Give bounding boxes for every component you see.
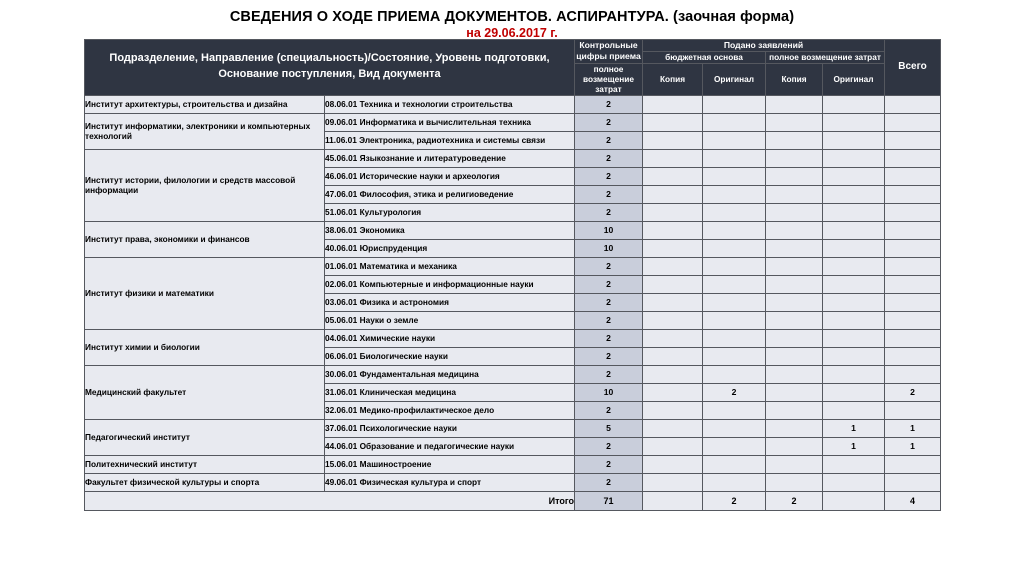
table-footer <box>85 491 941 510</box>
row-total <box>885 221 941 239</box>
row-budget-copy <box>643 473 703 491</box>
row-total <box>885 185 941 203</box>
row-unit: Факультет физической культуры и спорта <box>85 473 325 491</box>
row-paid-copy <box>766 455 823 473</box>
header-budget-original: Оригинал <box>703 63 766 95</box>
row-budget-original <box>703 131 766 149</box>
header-group-paid: полное возмещение затрат <box>766 52 885 63</box>
row-budget-original <box>703 401 766 419</box>
row-control-figures: 10 <box>575 221 643 239</box>
row-program: 03.06.01 Физика и астрономия <box>325 293 575 311</box>
row-budget-original <box>703 149 766 167</box>
row-unit: Институт информатики, электроники и компьютерных технологий <box>85 113 325 149</box>
row-paid-original <box>823 257 885 275</box>
page-title: СВЕДЕНИЯ О ХОДЕ ПРИЕМА ДОКУМЕНТОВ. АСПИРАНТУРА. (заочная форма) <box>229 9 795 25</box>
row-paid-copy <box>766 365 823 383</box>
table-row <box>85 221 941 239</box>
row-paid-original <box>823 401 885 419</box>
row-budget-copy <box>643 275 703 293</box>
row-unit: Институт химии и биологии <box>85 329 325 365</box>
row-total <box>885 473 941 491</box>
row-budget-original <box>703 347 766 365</box>
row-control-figures: 2 <box>575 329 643 347</box>
row-paid-original <box>823 221 885 239</box>
row-control-figures: 2 <box>575 167 643 185</box>
report-date: на 29.06.2017 г. <box>466 26 558 40</box>
row-total <box>885 95 941 113</box>
row-budget-original <box>703 293 766 311</box>
row-control-figures: 2 <box>575 275 643 293</box>
row-program: 32.06.01 Медико-профилактическое дело <box>325 401 575 419</box>
row-control-figures: 2 <box>575 401 643 419</box>
row-control-figures: 2 <box>575 185 643 203</box>
row-budget-copy <box>643 149 703 167</box>
row-unit: Институт физики и математики <box>85 257 325 329</box>
row-program: 08.06.01 Техника и технологии строительства <box>325 95 575 113</box>
header-control-sub: полное возмещение затрат <box>575 63 643 95</box>
row-program: 11.06.01 Электроника, радиотехника и системы связи <box>325 131 575 149</box>
row-control-figures: 2 <box>575 131 643 149</box>
total-label: Итого <box>85 491 575 510</box>
row-paid-original <box>823 185 885 203</box>
row-control-figures: 2 <box>575 455 643 473</box>
row-budget-copy <box>643 455 703 473</box>
row-budget-copy <box>643 185 703 203</box>
row-budget-original <box>703 275 766 293</box>
row-paid-copy <box>766 293 823 311</box>
row-paid-original <box>823 149 885 167</box>
row-budget-copy <box>643 293 703 311</box>
row-program: 31.06.01 Клиническая медицина <box>325 383 575 401</box>
total-sum: 4 <box>885 491 941 510</box>
row-program: 04.06.01 Химические науки <box>325 329 575 347</box>
row-control-figures: 5 <box>575 419 643 437</box>
table-row <box>85 473 941 491</box>
row-budget-copy <box>643 437 703 455</box>
row-paid-copy <box>766 257 823 275</box>
row-total <box>885 149 941 167</box>
row-program: 51.06.01 Культурология <box>325 203 575 221</box>
row-program: 05.06.01 Науки о земле <box>325 311 575 329</box>
row-total: 1 <box>885 437 941 455</box>
row-control-figures: 10 <box>575 239 643 257</box>
header-total: Всего <box>885 40 941 96</box>
row-budget-copy <box>643 221 703 239</box>
row-paid-copy <box>766 437 823 455</box>
row-control-figures: 2 <box>575 149 643 167</box>
table-row <box>85 455 941 473</box>
row-total <box>885 275 941 293</box>
row-budget-original <box>703 329 766 347</box>
row-budget-original <box>703 437 766 455</box>
row-paid-copy <box>766 113 823 131</box>
row-paid-original: 1 <box>823 419 885 437</box>
row-budget-copy <box>643 113 703 131</box>
row-budget-original <box>703 203 766 221</box>
row-program: 38.06.01 Экономика <box>325 221 575 239</box>
row-control-figures: 2 <box>575 311 643 329</box>
row-paid-copy <box>766 347 823 365</box>
table-body <box>85 95 941 491</box>
row-paid-original <box>823 293 885 311</box>
table-row <box>85 113 941 131</box>
row-program: 02.06.01 Компьютерные и информационные науки <box>325 275 575 293</box>
row-paid-copy <box>766 473 823 491</box>
row-unit: Педагогический институт <box>85 419 325 455</box>
header-group-budget: бюджетная основа <box>643 52 766 63</box>
table-row <box>85 419 941 437</box>
total-budget-copy <box>643 491 703 510</box>
row-total <box>885 311 941 329</box>
row-budget-copy <box>643 365 703 383</box>
row-paid-copy <box>766 383 823 401</box>
row-budget-copy <box>643 239 703 257</box>
row-total <box>885 167 941 185</box>
row-paid-original <box>823 131 885 149</box>
row-paid-copy <box>766 131 823 149</box>
row-total <box>885 113 941 131</box>
report-table-wrap <box>84 39 940 511</box>
row-paid-copy <box>766 419 823 437</box>
row-paid-original <box>823 455 885 473</box>
row-paid-original <box>823 95 885 113</box>
total-paid-original <box>823 491 885 510</box>
row-total <box>885 401 941 419</box>
row-paid-original <box>823 203 885 221</box>
row-program: 09.06.01 Информатика и вычислительная техника <box>325 113 575 131</box>
row-budget-copy <box>643 329 703 347</box>
row-paid-copy <box>766 311 823 329</box>
row-paid-copy <box>766 221 823 239</box>
row-paid-original <box>823 329 885 347</box>
row-budget-original <box>703 113 766 131</box>
row-paid-copy <box>766 329 823 347</box>
row-program: 37.06.01 Психологические науки <box>325 419 575 437</box>
total-budget-original: 2 <box>703 491 766 510</box>
row-paid-original <box>823 113 885 131</box>
table-row <box>85 95 941 113</box>
row-budget-original <box>703 95 766 113</box>
row-total <box>885 293 941 311</box>
row-control-figures: 2 <box>575 473 643 491</box>
row-budget-original <box>703 455 766 473</box>
row-total <box>885 329 941 347</box>
row-program: 47.06.01 Философия, этика и религиоведение <box>325 185 575 203</box>
row-control-figures: 2 <box>575 113 643 131</box>
row-total <box>885 203 941 221</box>
row-paid-copy <box>766 149 823 167</box>
row-control-figures: 2 <box>575 95 643 113</box>
row-budget-original <box>703 473 766 491</box>
row-budget-copy <box>643 257 703 275</box>
table-row <box>85 365 941 383</box>
row-total: 1 <box>885 419 941 437</box>
row-paid-original <box>823 473 885 491</box>
row-paid-original <box>823 383 885 401</box>
row-control-figures: 2 <box>575 257 643 275</box>
row-program: 30.06.01 Фундаментальная медицина <box>325 365 575 383</box>
header-control-figures: Контрольные цифры приема <box>576 40 641 62</box>
row-budget-copy <box>643 203 703 221</box>
row-program: 44.06.01 Образование и педагогические науки <box>325 437 575 455</box>
row-paid-original <box>823 275 885 293</box>
row-budget-copy <box>643 419 703 437</box>
row-paid-original <box>823 239 885 257</box>
row-unit: Институт истории, филологии и средств массовой информации <box>85 149 325 221</box>
total-control: 71 <box>575 491 643 510</box>
row-unit: Институт архитектуры, строительства и дизайна <box>85 95 325 113</box>
header-paid-original: Оригинал <box>823 63 885 95</box>
row-budget-copy <box>643 401 703 419</box>
row-total: 2 <box>885 383 941 401</box>
total-paid-copy: 2 <box>766 491 823 510</box>
row-unit: Медицинский факультет <box>85 365 325 419</box>
row-budget-original <box>703 167 766 185</box>
row-paid-copy <box>766 185 823 203</box>
header-paid-copy: Копия <box>766 63 823 95</box>
row-total <box>885 239 941 257</box>
row-program: 49.06.01 Физическая культура и спорт <box>325 473 575 491</box>
row-control-figures: 2 <box>575 347 643 365</box>
row-program: 15.06.01 Машиностроение <box>325 455 575 473</box>
row-budget-copy <box>643 311 703 329</box>
row-control-figures: 2 <box>575 293 643 311</box>
header-applications: Подано заявлений <box>643 40 885 52</box>
row-control-figures: 2 <box>575 437 643 455</box>
row-total <box>885 131 941 149</box>
row-total <box>885 347 941 365</box>
row-budget-original <box>703 221 766 239</box>
row-program: 01.06.01 Математика и механика <box>325 257 575 275</box>
row-program: 46.06.01 Исторические науки и археология <box>325 167 575 185</box>
row-budget-original: 2 <box>703 383 766 401</box>
table-row <box>85 329 941 347</box>
row-budget-copy <box>643 95 703 113</box>
row-budget-original <box>703 311 766 329</box>
admission-report-table <box>84 39 941 511</box>
row-paid-original <box>823 167 885 185</box>
row-budget-copy <box>643 167 703 185</box>
row-unit: Институт права, экономики и финансов <box>85 221 325 257</box>
row-paid-copy <box>766 239 823 257</box>
row-total <box>885 455 941 473</box>
row-paid-copy <box>766 167 823 185</box>
row-program: 40.06.01 Юриспруденция <box>325 239 575 257</box>
row-control-figures: 2 <box>575 203 643 221</box>
row-budget-original <box>703 257 766 275</box>
row-paid-copy <box>766 401 823 419</box>
table-row <box>85 257 941 275</box>
row-paid-copy <box>766 203 823 221</box>
row-total <box>885 257 941 275</box>
row-budget-copy <box>643 383 703 401</box>
row-unit: Политехнический институт <box>85 455 325 473</box>
header-budget-copy: Копия <box>643 63 703 95</box>
row-budget-copy <box>643 131 703 149</box>
table-row <box>85 149 941 167</box>
row-program: 45.06.01 Языкознание и литературоведение <box>325 149 575 167</box>
table-header <box>85 40 941 96</box>
row-paid-copy <box>766 95 823 113</box>
row-budget-copy <box>643 347 703 365</box>
title-block <box>0 0 1024 40</box>
row-control-figures: 2 <box>575 365 643 383</box>
row-budget-original <box>703 185 766 203</box>
row-paid-original <box>823 311 885 329</box>
row-paid-original: 1 <box>823 437 885 455</box>
row-budget-original <box>703 419 766 437</box>
row-program: 06.06.01 Биологические науки <box>325 347 575 365</box>
row-paid-original <box>823 365 885 383</box>
row-control-figures: 10 <box>575 383 643 401</box>
row-paid-original <box>823 347 885 365</box>
header-main-column: Подразделение, Направление (специальность)/Состояние, Уровень подготовки, Основание поступления, Вид документа <box>85 40 575 96</box>
row-budget-original <box>703 365 766 383</box>
row-total <box>885 365 941 383</box>
row-paid-copy <box>766 275 823 293</box>
row-budget-original <box>703 239 766 257</box>
